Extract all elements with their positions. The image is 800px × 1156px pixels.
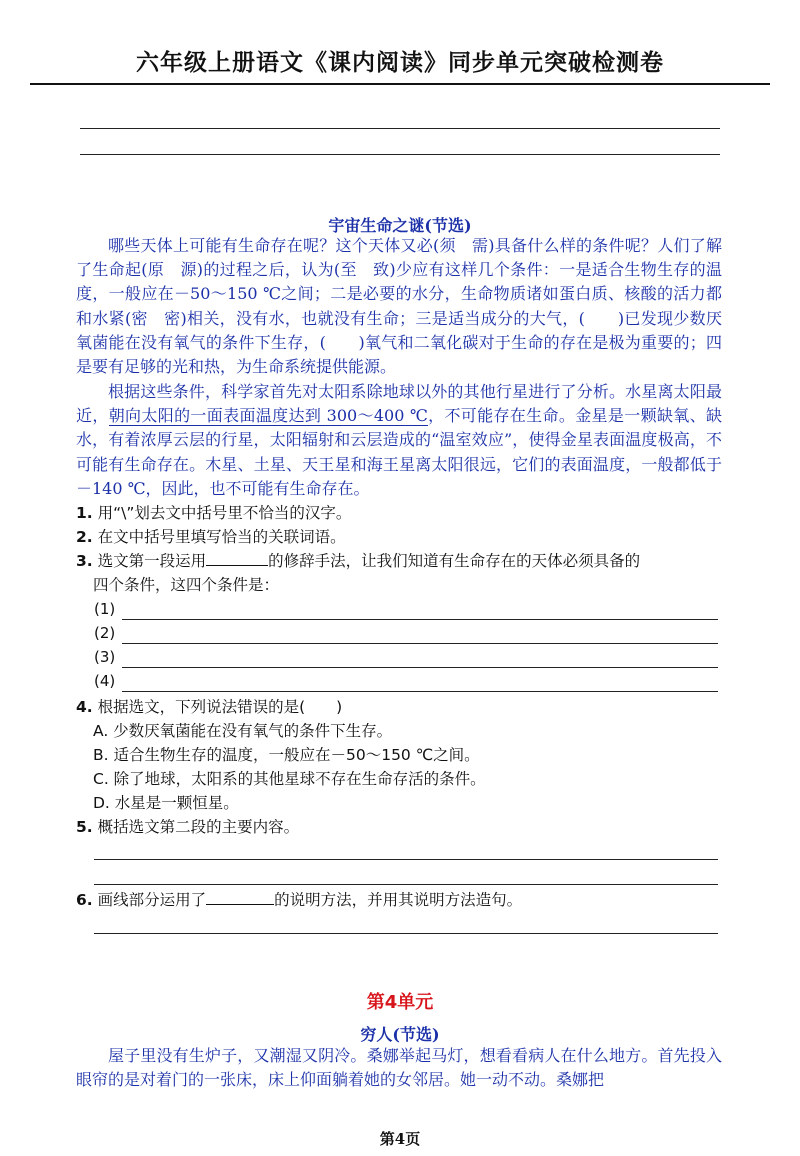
reading-title: 宇宙生命之谜(节选) <box>328 216 472 235</box>
question-3 <box>76 549 640 573</box>
answer-item-label: (2) <box>94 624 116 642</box>
answer-item-label: (4) <box>94 672 116 690</box>
question-text: 概括选文第二段的主要内容。 <box>97 818 300 836</box>
question-1 <box>76 501 351 525</box>
question-number: 3. <box>76 552 93 570</box>
reading-title: 穷人(节选) <box>360 1025 440 1044</box>
answer-line[interactable] <box>122 619 718 620</box>
fill-blank[interactable] <box>206 890 274 905</box>
answer-line <box>80 128 720 129</box>
question-number: 6. <box>76 891 93 909</box>
question-text: 的说明方法，并用其说明方法造句。 <box>274 891 523 909</box>
answer-line[interactable] <box>122 667 718 668</box>
question-3-continued: 四个条件，这四个条件是： <box>93 576 280 594</box>
option-b: B. 适合生物生存的温度，一般应在－50～150 ℃之间。 <box>93 746 480 764</box>
answer-item-label: (3) <box>94 648 116 666</box>
question-text: 在文中括号里填写恰当的关联词语。 <box>97 528 346 546</box>
option-d: D. 水星是一颗恒星。 <box>93 794 239 812</box>
underlined-sentence: 朝向太阳的一面表面温度达到 300～400 ℃ <box>108 406 429 426</box>
answer-line[interactable] <box>122 643 718 644</box>
question-2 <box>76 525 346 549</box>
unit-title: 第4单元 <box>366 992 434 1013</box>
paragraph-text: ，不可能存在生命。金星是一颗缺氧、缺水，有着浓厚云层的行星，太阳辐射和云层造成的“温室效应”，使得金星表面温度极高，不可能有生命存在。木星、土星、天王星和海王星离太阳很远，它们的表面温度，一般都低于－140 ℃，因此，也不可能有生命存在。 <box>76 406 722 498</box>
answer-line[interactable] <box>122 691 718 692</box>
question-text: 选文第一段运用 <box>97 552 207 570</box>
answer-line[interactable] <box>94 859 718 860</box>
paragraph-text: 根据这些条件，科学家首先对太阳系除地球以外的其他行星进行了分析。水星离太阳最近， <box>76 382 722 426</box>
page-number: 第4页 <box>379 1130 421 1148</box>
question-text: 用“\”划去文中括号里不恰当的汉字。 <box>97 504 352 522</box>
question-text: 的修辞手法，让我们知道有生命存在的天体必须具备的 <box>268 552 641 570</box>
option-a: A. 少数厌氧菌能在没有氧气的条件下生存。 <box>93 722 393 740</box>
question-4 <box>76 695 342 719</box>
question-text: 画线部分运用了 <box>97 891 207 909</box>
question-number: 1. <box>76 504 93 522</box>
question-6 <box>76 888 522 912</box>
header-divider <box>30 83 770 85</box>
question-number: 2. <box>76 528 93 546</box>
question-number: 4. <box>76 698 93 716</box>
question-text: 根据选文，下列说法错误的是( ) <box>97 698 343 716</box>
option-c: C. 除了地球，太阳系的其他星球不存在生命存活的条件。 <box>93 770 486 788</box>
question-5 <box>76 815 299 839</box>
fill-blank[interactable] <box>206 551 268 566</box>
answer-line <box>80 154 720 155</box>
answer-line[interactable] <box>94 933 718 934</box>
reading-paragraph: 哪些天体上可能有生命存在呢？这个天体又必(须 需)具备什么样的条件呢？人们了解了生命起(原 源)的过程之后，认为(至 致)少应有这样几个条件：一是适合生物生存的温度，一般应在－50～150 ℃之间；二是必要的水分，生命物质诸如蛋白质、核酸的活力都和水紧(密 密)相关，没有水，也就没有生命；三是适当成分的大气，( )已发现少数厌氧菌能在没有氧气的条件下生存，( )氧气和二氧化碳对于生命的存在是极为重要的；四是要有足够的光和热，为生命系统提供能源。 <box>76 236 722 377</box>
question-number: 5. <box>76 818 93 836</box>
answer-item-label: (1) <box>94 600 116 618</box>
reading-paragraph: 屋子里没有生炉子，又潮湿又阴冷。桑娜举起马灯，想看看病人在什么地方。首先投入眼帘的是对着门的一张床，床上仰面躺着她的女邻居。她一动不动。桑娜把 <box>76 1046 722 1090</box>
reading-paragraph <box>76 380 722 501</box>
page-header-title: 六年级上册语文《课内阅读》同步单元突破检测卷 <box>136 50 664 76</box>
answer-line[interactable] <box>94 884 718 885</box>
